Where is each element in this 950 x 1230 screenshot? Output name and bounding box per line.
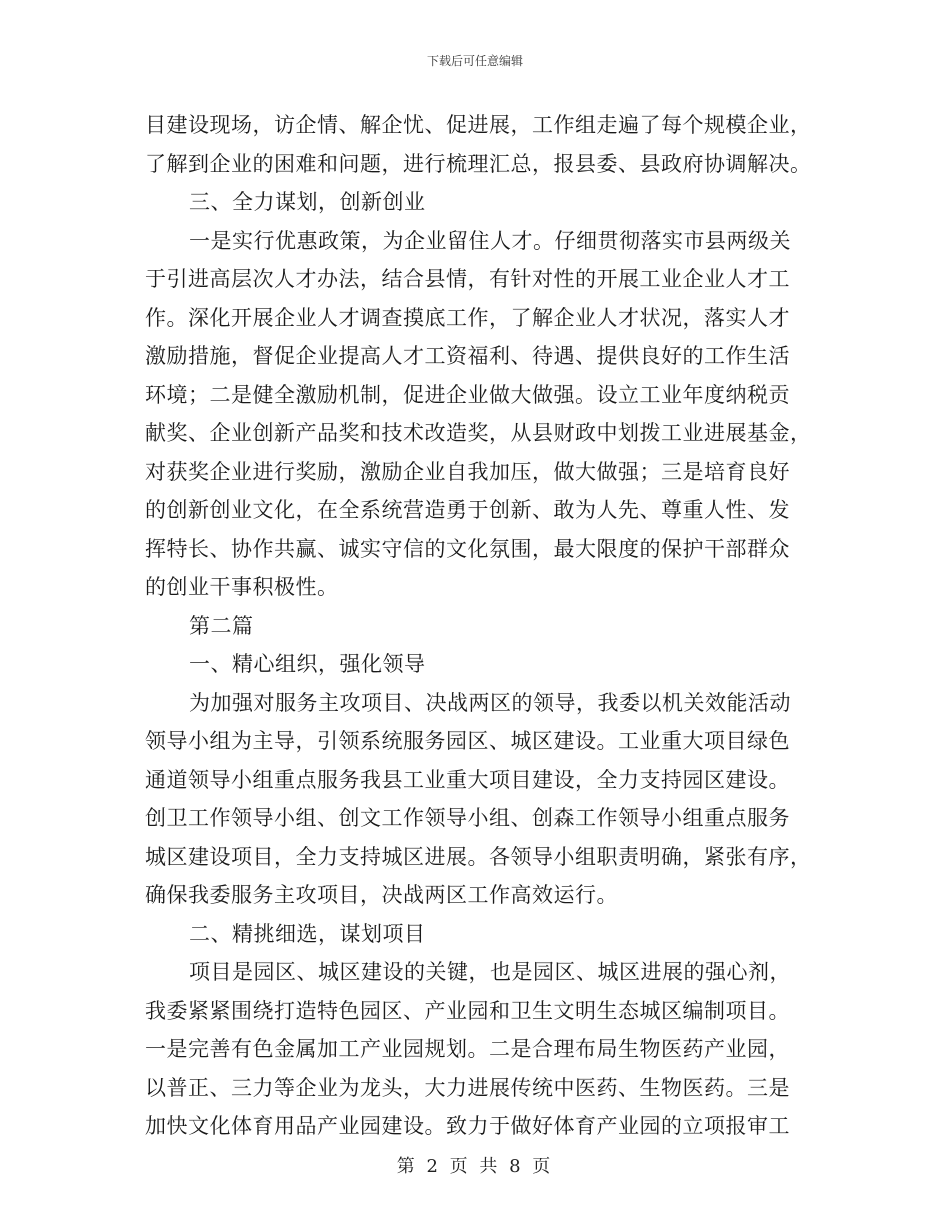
text-line: 通道领导小组重点服务我县工业重大项目建设，全力支持园区建设。	[145, 767, 790, 792]
text-line: 城区建设项目，全力支持城区进展。各领导小组职责明确，紧张有序，	[145, 844, 812, 869]
text-line: 作。深化开展企业人才调查摸底工作，了解企业人才状况，落实人才	[145, 305, 790, 330]
text-line: 的创业干事积极性。	[145, 575, 339, 599]
text-line: 以普正、三力等企业为龙头，大力进展传统中医药、生物医药。三是	[145, 1075, 790, 1100]
text-line: 加快文化体育用品产业园建设。致力于做好体育产业园的立项报审工	[145, 1114, 790, 1138]
text-line: 三、全力谋划，创新创业	[189, 190, 426, 214]
text-line: 一、精心组织，强化领导	[189, 652, 426, 676]
text-line: 一是完善有色金属加工产业园规划。二是合理布局生物医药产业园，	[145, 1037, 790, 1061]
text-line: 对获奖企业进行奖励，激励企业自我加压，做大做强；三是培育良好	[145, 459, 790, 484]
text-line: 领导小组为主导，引领系统服务园区、城区建设。工业重大项目绿色	[145, 729, 790, 753]
text-line: 确保我委服务主攻项目，决战两区工作高效运行。	[145, 883, 618, 907]
page-footer: 第 2 页 共 8 页	[396, 1156, 554, 1177]
text-line: 第二篇	[189, 613, 254, 638]
text-line: 为加强对服务主攻项目、决战两区的领导，我委以机关效能活动	[189, 690, 791, 715]
text-line: 环境；二是健全激励机制，促进企业做大做强。设立工业年度纳税贡	[145, 382, 790, 407]
text-line: 激励措施，督促企业提高人才工资福利、待遇、提供良好的工作生活	[145, 344, 790, 368]
text-line: 创卫工作领导小组、创文工作领导小组、创森工作领导小组重点服务	[145, 806, 790, 830]
text-line: 了解到企业的困难和问题，进行梳理汇总，报县委、县政府协调解决。	[145, 151, 812, 176]
text-line: 项目是园区、城区建设的关键，也是园区、城区进展的强心剂，	[189, 960, 791, 984]
text-line: 献奖、企业创新产品奖和技术改造奖，从县财政中划拨工业进展基金，	[145, 421, 812, 445]
text-line: 挥特长、协作共赢、诚实守信的文化氛围，最大限度的保护干部群众	[145, 536, 790, 561]
page-header: 下载后可任意编辑	[426, 54, 523, 68]
text-line: 一是实行优惠政策，为企业留住人才。仔细贯彻落实市县两级关	[189, 228, 791, 253]
text-line: 于引进高层次人才办法，结合县情，有针对性的开展工业企业人才工	[145, 267, 790, 291]
text-line: 我委紧紧围绕打造特色园区、产业园和卫生文明生态城区编制项目。	[145, 998, 790, 1023]
text-line: 的创新创业文化，在全系统营造勇于创新、敢为人先、尊重人性、发	[145, 498, 790, 522]
text-line: 目建设现场，访企情、解企忧、促进展，工作组走遍了每个规模企业，	[145, 113, 812, 137]
text-line: 二、精挑细选，谋划项目	[189, 921, 426, 946]
document-body	[145, 106, 812, 1146]
